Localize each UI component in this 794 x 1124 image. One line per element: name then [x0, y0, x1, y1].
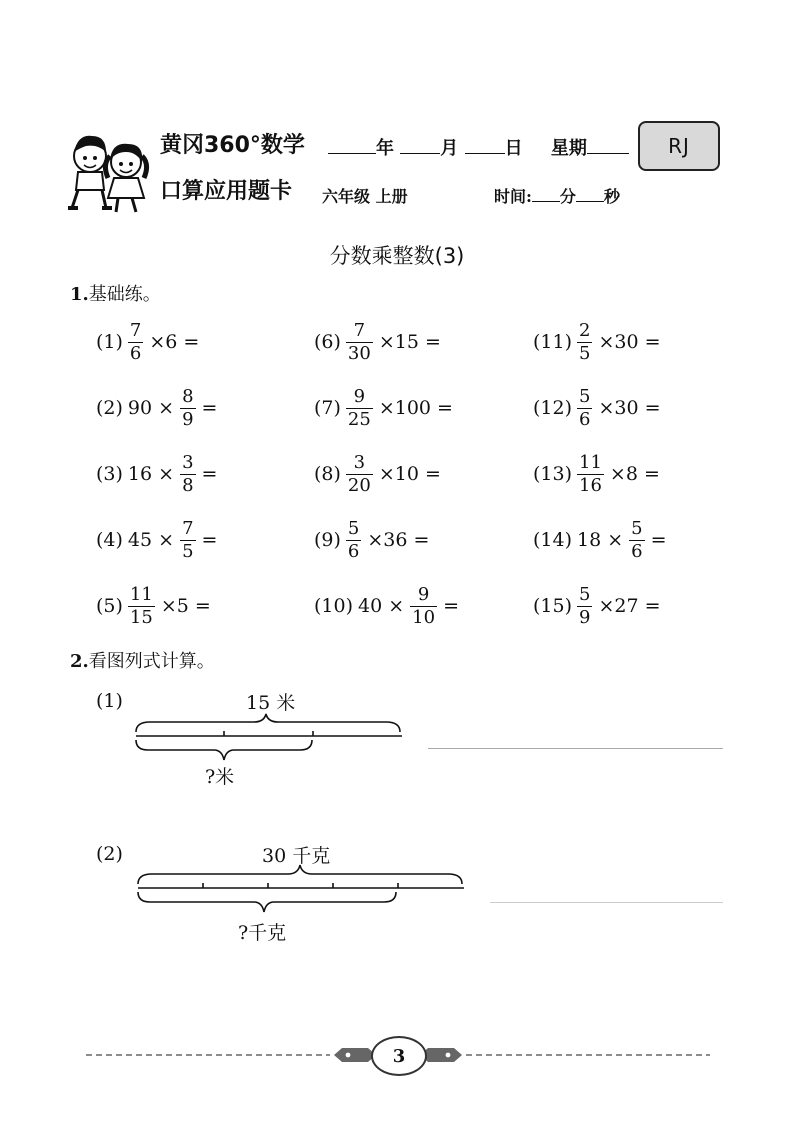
day-blank[interactable] [465, 137, 505, 154]
second-blank[interactable] [576, 187, 604, 202]
denominator: 6 [347, 540, 360, 562]
problem-number: (14) [533, 529, 573, 551]
problem-12 [533, 378, 664, 438]
numerator: 8 [182, 385, 194, 407]
year-label: 年 [376, 138, 394, 159]
denominator: 6 [129, 342, 142, 364]
brand-subtitle: 口算应用题卡 [160, 179, 293, 204]
fraction [180, 451, 195, 496]
expression-text: ×100 = [378, 397, 453, 419]
section-2-label: 看图列式计算。 [88, 651, 215, 672]
section-2-number: 2. [70, 651, 89, 672]
section-1-number: 1. [70, 284, 89, 305]
grade-label: 六年级 上册 [322, 187, 408, 206]
diagram-2-bar [130, 862, 475, 916]
problem-5 [96, 576, 214, 636]
problem-2 [96, 378, 220, 438]
problem-13 [533, 444, 663, 504]
fraction [346, 451, 373, 496]
numerator: 3 [182, 451, 194, 473]
problem-number: (1) [96, 331, 123, 353]
diagram-1-label: (1) [96, 690, 123, 712]
expression-text: 90 × [127, 397, 175, 419]
denominator: 25 [347, 408, 371, 430]
numerator: 5 [631, 517, 643, 539]
expression-text: 16 × [127, 463, 175, 485]
month-blank[interactable] [400, 137, 440, 154]
expression-text: ×6 = [149, 331, 200, 353]
expression-text: ×8 = [609, 463, 660, 485]
expression-text: = [201, 529, 218, 551]
expression-text: ×15 = [378, 331, 441, 353]
expression-text: = [443, 595, 459, 617]
problem-10 [314, 576, 462, 636]
problem-number: (13) [533, 463, 573, 485]
problem-number: (12) [533, 397, 573, 419]
diagram-2-label: (2) [96, 843, 123, 865]
section-2-heading [70, 647, 215, 673]
numerator: 5 [347, 517, 360, 539]
diagram-2-unknown: ?千克 [238, 922, 287, 944]
denominator: 20 [347, 474, 371, 496]
fraction [180, 385, 195, 430]
numerator: 3 [353, 451, 366, 473]
edition-badge: RJ [638, 121, 720, 171]
numerator: 5 [579, 583, 591, 605]
answer-line-1[interactable] [428, 748, 723, 749]
denominator: 30 [347, 342, 371, 364]
brand-title: 黄冈360°数学 [160, 133, 305, 158]
month-label: 月 [440, 138, 459, 159]
denominator: 8 [182, 474, 194, 496]
fraction [629, 517, 644, 562]
problem-number: (9) [314, 529, 341, 551]
problem-number: (8) [314, 463, 341, 485]
problem-number: (6) [314, 331, 341, 353]
expression-text: 45 × [127, 529, 175, 551]
fraction [346, 517, 361, 562]
minute-label: 分 [559, 187, 576, 206]
numerator: 7 [129, 319, 142, 341]
problem-number: (15) [533, 595, 573, 617]
expression-text: = [201, 397, 218, 419]
answer-line-2[interactable] [490, 902, 723, 903]
fraction [577, 319, 592, 364]
numerator: 11 [579, 451, 602, 473]
diagram-1-unknown: ?米 [205, 766, 235, 788]
page-number: 3 [371, 1036, 427, 1076]
problem-6 [314, 312, 444, 372]
time-fields [494, 184, 620, 207]
date-fields [328, 134, 629, 160]
numerator: 7 [353, 319, 366, 341]
expression-text: = [650, 529, 667, 551]
year-blank[interactable] [328, 137, 376, 154]
denominator: 9 [182, 408, 194, 430]
problem-14 [533, 510, 670, 570]
numerator: 5 [579, 385, 591, 407]
problem-11 [533, 312, 664, 372]
expression-text: 40 × [358, 595, 405, 617]
fraction [577, 583, 592, 628]
denominator: 10 [412, 606, 436, 628]
denominator: 6 [579, 408, 591, 430]
section-1-label: 基础练。 [88, 284, 161, 305]
problem-7 [314, 378, 456, 438]
problem-number: (3) [96, 463, 123, 485]
second-label: 秒 [603, 187, 620, 206]
fraction [577, 451, 604, 496]
problem-3 [96, 444, 220, 504]
numerator: 9 [353, 385, 366, 407]
problem-number: (4) [96, 529, 123, 551]
problem-number: (7) [314, 397, 341, 419]
problem-number: (5) [96, 595, 123, 617]
numerator: 9 [417, 583, 430, 605]
weekday-label: 星期 [550, 138, 587, 159]
day-label: 日 [504, 138, 523, 159]
denominator: 15 [129, 606, 153, 628]
fraction [410, 583, 437, 628]
diagram-1-total: 15 米 [246, 692, 296, 714]
problem-number: (2) [96, 397, 123, 419]
problem-1 [96, 312, 202, 372]
expression-text: ×10 = [378, 463, 441, 485]
denominator: 5 [579, 342, 591, 364]
weekday-blank[interactable] [587, 137, 629, 154]
expression-text: ×30 = [598, 397, 661, 419]
numerator: 11 [129, 583, 153, 605]
cartoon-kids-logo [62, 126, 158, 216]
fraction [577, 385, 592, 430]
problem-number: (10) [314, 595, 354, 617]
fraction [180, 517, 195, 562]
numerator: 7 [182, 517, 194, 539]
denominator: 6 [631, 540, 643, 562]
page-title: 分数乘整数(3) [329, 244, 465, 268]
fraction [128, 319, 143, 364]
expression-text: ×5 = [160, 595, 211, 617]
expression-text: ×36 = [367, 529, 430, 551]
fraction [128, 583, 155, 628]
expression-text: ×30 = [598, 331, 661, 353]
denominator: 9 [579, 606, 591, 628]
problem-15 [533, 576, 664, 636]
minute-blank[interactable] [532, 187, 560, 202]
diagram-1-bar [130, 712, 410, 764]
denominator: 5 [182, 540, 194, 562]
fraction [346, 319, 373, 364]
diagram-2-total: 30 千克 [262, 845, 331, 867]
denominator: 16 [579, 474, 602, 496]
problem-8 [314, 444, 444, 504]
time-label: 时间: [494, 187, 532, 206]
expression-text: = [201, 463, 218, 485]
expression-text: ×27 = [598, 595, 661, 617]
problem-9 [314, 510, 432, 570]
expression-text: 18 × [577, 529, 624, 551]
problem-4 [96, 510, 220, 570]
section-1-heading [70, 280, 161, 306]
problem-number: (11) [533, 331, 573, 353]
numerator: 2 [579, 319, 591, 341]
fraction [346, 385, 373, 430]
